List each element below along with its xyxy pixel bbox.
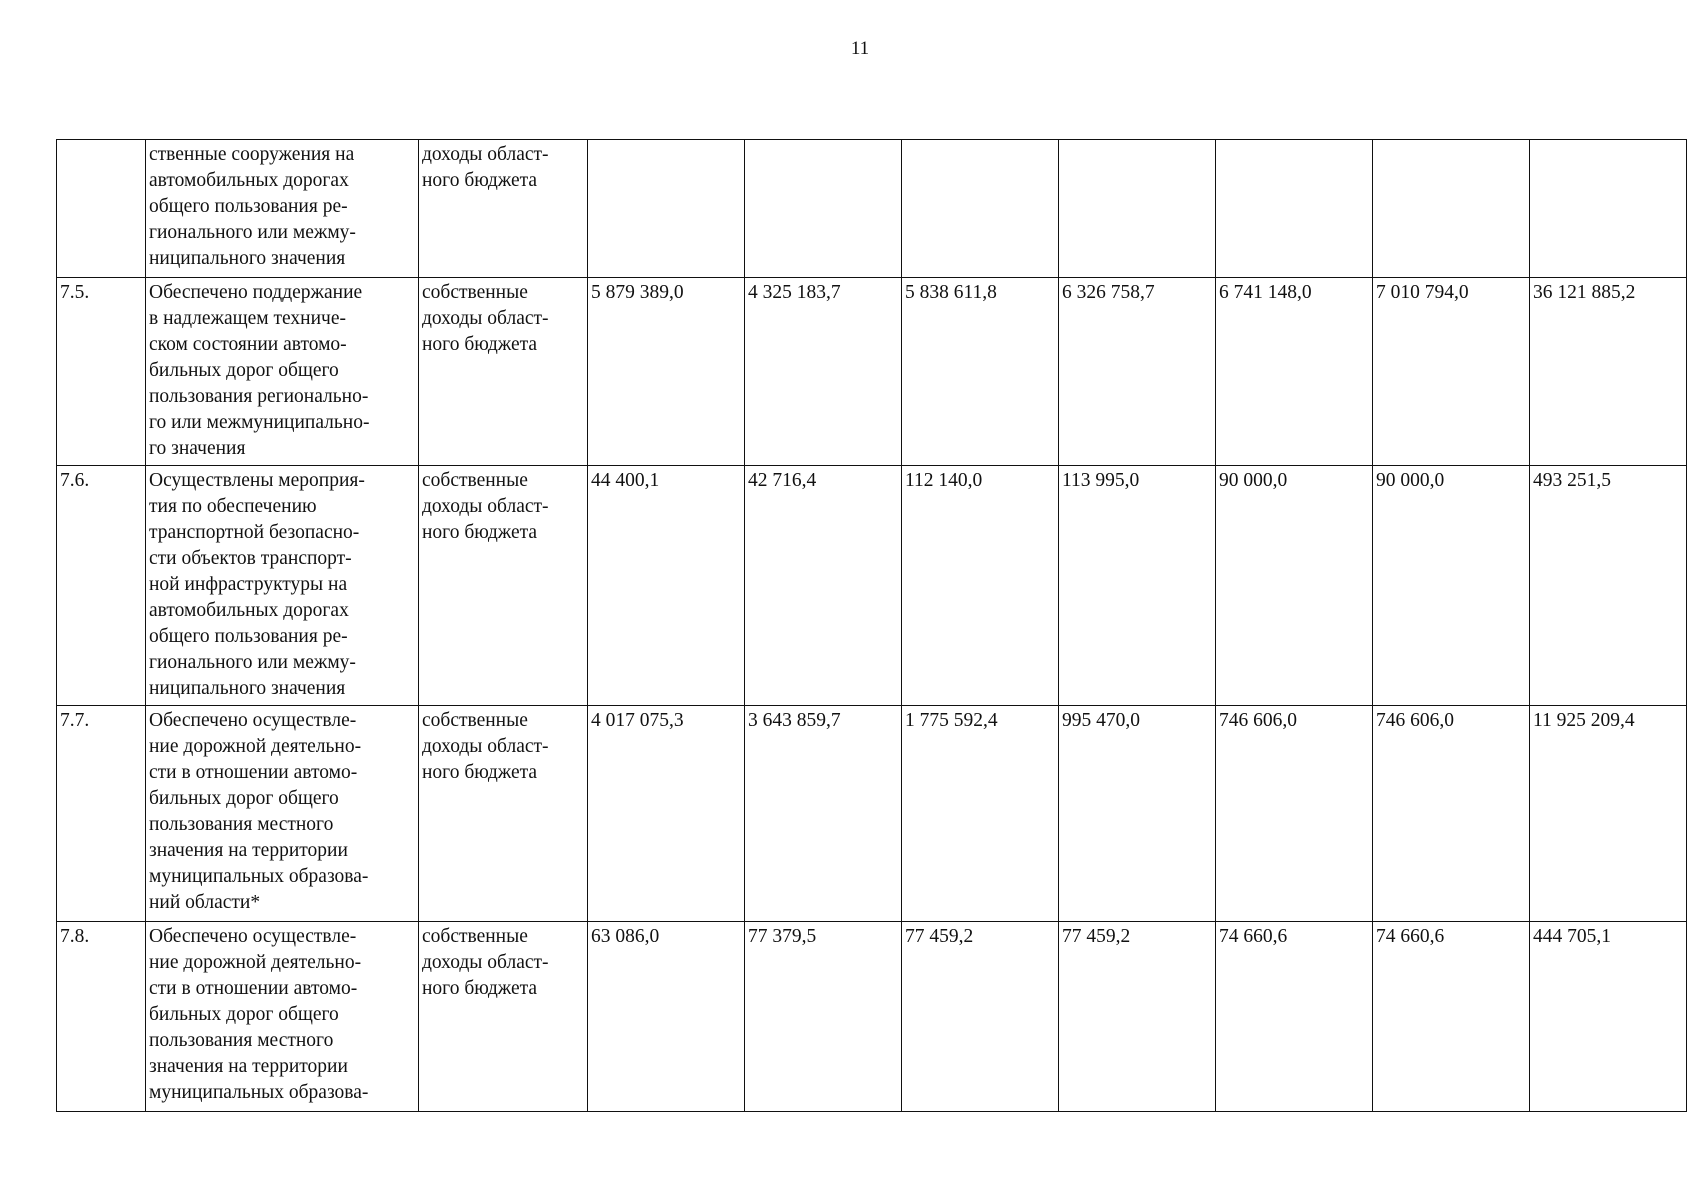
row-number-cell: 7.6. [57,466,146,706]
value-cell: 77 459,2 [1059,922,1216,1112]
value-cell: 6 326 758,7 [1059,278,1216,466]
value-cell [1216,140,1373,278]
funding-source-cell: собственные доходы област- ного бюджета [419,922,588,1112]
value-cell: 5 879 389,0 [588,278,745,466]
activity-name-cell: Осуществлены мероприя- тия по обеспечению транспортной безопасно- сти объектов транспорт- ной инфраструктуры на автомобильных дорогах общего пользования ре- гионального или межму- ниципального значения [146,466,419,706]
value-cell: 42 716,4 [745,466,902,706]
value-cell: 113 995,0 [1059,466,1216,706]
budget-table [56,139,1687,1112]
row-number-cell: 7.8. [57,922,146,1112]
value-cell: 995 470,0 [1059,706,1216,922]
value-cell: 77 379,5 [745,922,902,1112]
value-cell: 4 017 075,3 [588,706,745,922]
row-number-cell [57,140,146,278]
value-cell [1059,140,1216,278]
value-cell: 74 660,6 [1373,922,1530,1112]
value-cell: 3 643 859,7 [745,706,902,922]
row-number-cell: 7.7. [57,706,146,922]
funding-source-cell: собственные доходы област- ного бюджета [419,278,588,466]
value-cell: 4 325 183,7 [745,278,902,466]
value-cell: 74 660,6 [1216,922,1373,1112]
total-cell: 444 705,1 [1530,922,1687,1112]
value-cell: 5 838 611,8 [902,278,1059,466]
value-cell: 44 400,1 [588,466,745,706]
value-cell: 746 606,0 [1373,706,1530,922]
activity-name-cell: Обеспечено поддержание в надлежащем техниче- ском состоянии автомо- бильных дорог общего пользования регионально- го или межмуниципально- го значения [146,278,419,466]
value-cell: 746 606,0 [1216,706,1373,922]
value-cell [902,140,1059,278]
activity-name-cell: Обеспечено осуществле- ние дорожной деятельно- сти в отношении автомо- бильных дорог общего пользования местного значения на территории муниципальных образова- ний области* [146,706,419,922]
activity-name-cell: Обеспечено осуществле- ние дорожной деятельно- сти в отношении автомо- бильных дорог общего пользования местного значения на территории муниципальных образова- [146,922,419,1112]
table-row [57,922,1687,1112]
value-cell: 7 010 794,0 [1373,278,1530,466]
value-cell: 90 000,0 [1216,466,1373,706]
activity-name-cell: ственные сооружения на автомобильных дорогах общего пользования ре- гионального или межму- ниципального значения [146,140,419,278]
funding-source-cell: доходы област- ного бюджета [419,140,588,278]
total-cell: 11 925 209,4 [1530,706,1687,922]
value-cell [588,140,745,278]
value-cell: 63 086,0 [588,922,745,1112]
value-cell: 1 775 592,4 [902,706,1059,922]
value-cell [745,140,902,278]
value-cell: 112 140,0 [902,466,1059,706]
table-row [57,706,1687,922]
table-row [57,466,1687,706]
page-number: 11 [850,38,870,59]
total-cell [1530,140,1687,278]
table-row [57,140,1687,278]
value-cell [1373,140,1530,278]
total-cell: 36 121 885,2 [1530,278,1687,466]
value-cell: 90 000,0 [1373,466,1530,706]
value-cell: 77 459,2 [902,922,1059,1112]
row-number-cell: 7.5. [57,278,146,466]
value-cell: 6 741 148,0 [1216,278,1373,466]
funding-source-cell: собственные доходы област- ного бюджета [419,706,588,922]
total-cell: 493 251,5 [1530,466,1687,706]
funding-source-cell: собственные доходы област- ного бюджета [419,466,588,706]
table-row [57,278,1687,466]
